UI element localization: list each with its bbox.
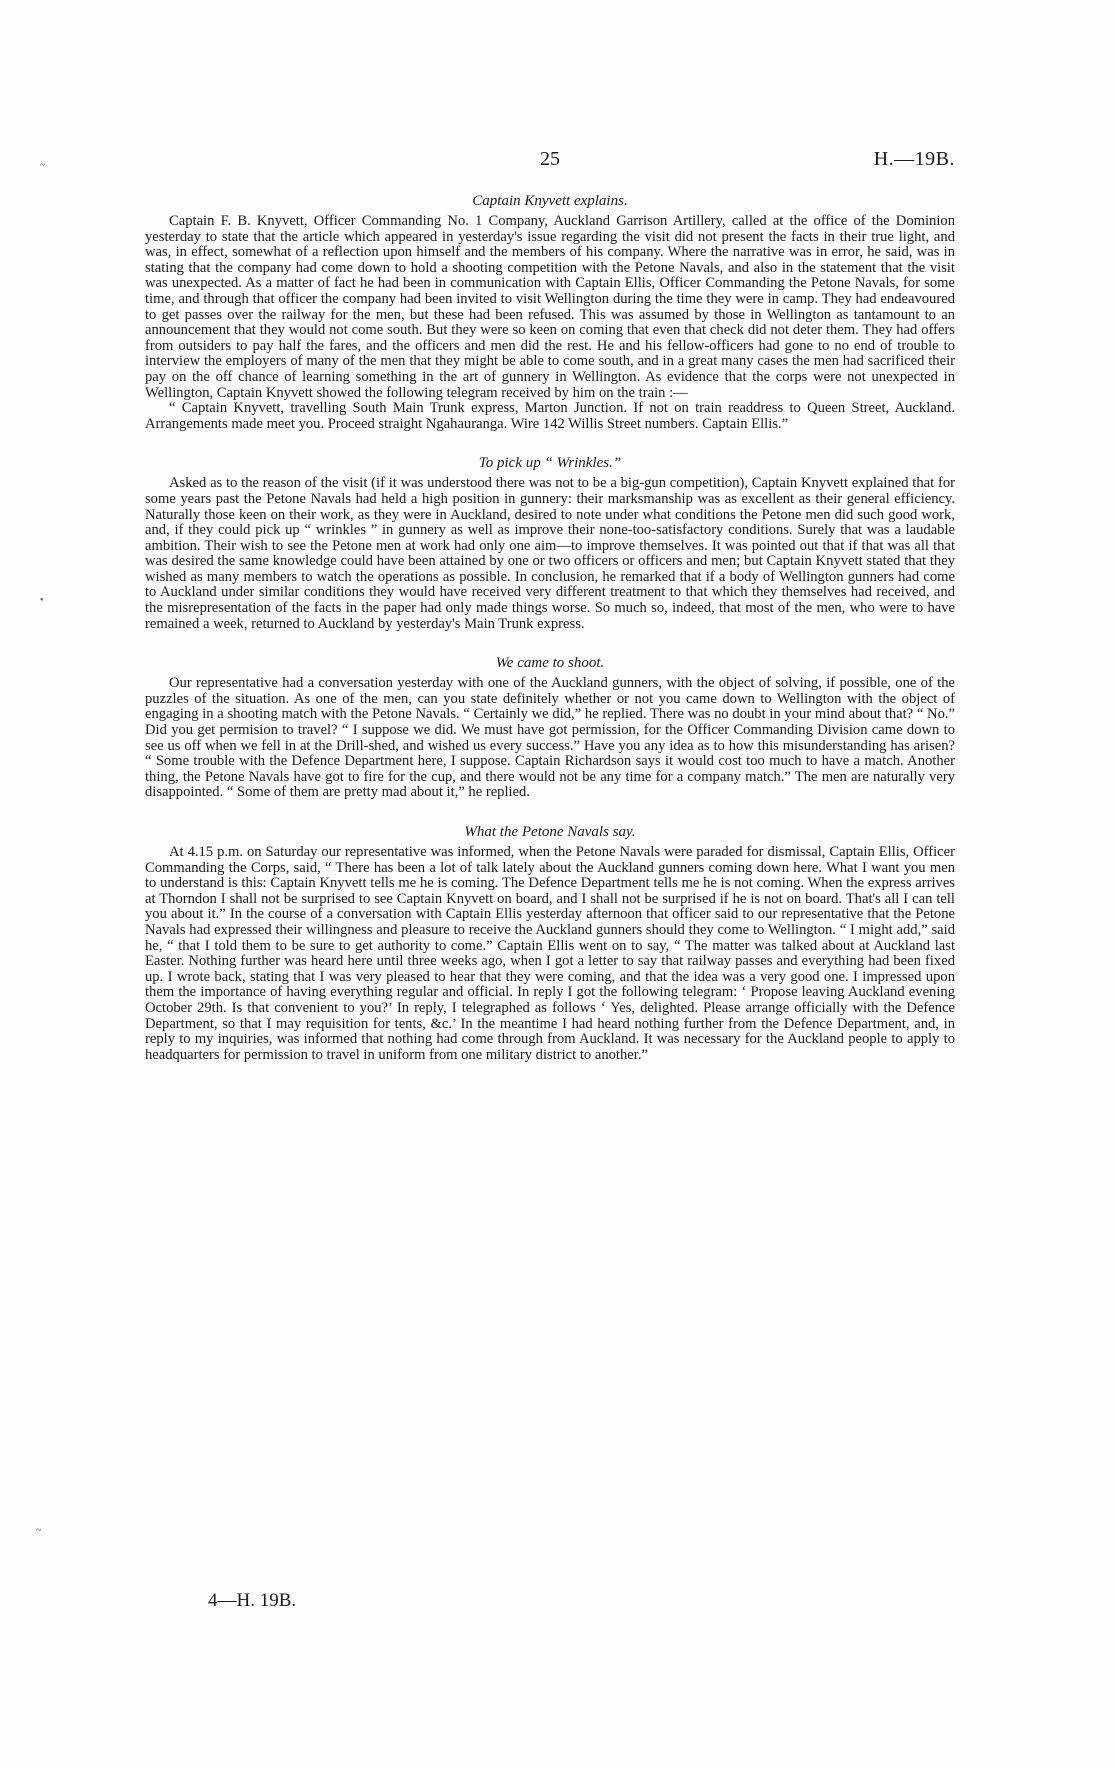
footer-signature: 4—H. 19B.	[208, 1590, 297, 1611]
section-heading: Captain Knyvett explains.	[472, 193, 628, 209]
paragraph: Captain F. B. Knyvett, Officer Commanding No. 1 Company, Auckland Garrison Artillery, called at the office of the Dominion yesterday to state that the article which appeared in yesterday's issue regarding the visit did not present the facts in their true light, and was, in effect, somewhat of a reflection upon himself and the members of his company. Where the narrative was in error, he said, was in stating that the company had come down to hold a shooting competition with the Petone Navals, and also in the statement that the visit was unexpected. As a matter of fact he had been in communication with Captain Ellis, Officer Commanding the Petone Navals, for some time, and through that officer the company had been invited to visit Wellington during the time they were in camp. They had endeavoured to get passes over the railway for the men, but these had been refused. This was assumed by those in Wellington as tantamount to an announcement that they would not come south. But they were so keen on coming that even that check did not deter them. They had offers from outsiders to pay half the fares, and the officers and men did the rest. He and his fellow-officers had gone to no end of trouble to interview the employers of many of the men that they might be able to come south, and in a great many cases the men had sacrificed their pay on the off chance of learning something in the art of gunnery in Wellington. As evidence that the corps were not unexpected in Wellington, Captain Knyvett showed the following telegram received by him on the train :—	[145, 213, 955, 401]
section-captain-knyvett-explains	[145, 192, 955, 432]
document-reference: H.—19B.	[873, 148, 955, 170]
section-to-pick-up-wrinkles	[145, 454, 955, 632]
document-body	[145, 192, 955, 1085]
scan-margin-mark: ~	[36, 1525, 42, 1536]
page-header	[145, 148, 955, 176]
section-what-the-petone-navals-say	[145, 823, 955, 1063]
section-we-came-to-shoot	[145, 654, 955, 801]
paragraph: Our representative had a conversation yesterday with one of the Auckland gunners, with the object of solving, if possible, one of the puzzles of the situation. As one of the men, can you state definitely whether or not you came down to Wellington with the object of engaging in a shooting match with the Petone Navals. “ Certainly we did,” he replied. There was no doubt in your mind about that? “ No.” Did you get permision to travel? “ I suppose we did. We must have got permission, for the Officer Commanding Division came down to see us off when we fell in at the Drill-shed, and wished us every success.” Have you any idea as to how this misunderstanding has arisen? “ Some trouble with the Defence Department here, I suppose. Captain Richardson says it would cost too much to have a match. Another thing, the Petone Navals have got to fire for the cup, and there would not be any time for a company match.” The men are naturally very disappointed. “ Some of them are pretty mad about it,” he replied.	[145, 675, 955, 801]
section-heading: What the Petone Navals say.	[464, 824, 636, 840]
paragraph: Asked as to the reason of the visit (if it was understood there was not to be a big-gun competition), Captain Knyvett explained that for some years past the Petone Navals had held a high position in gunnery: their marksmanship was as excellent as their general efficiency. Naturally those keen on their work, as they were in Auckland, desired to note under what conditions the Petone men did such good work, and, if they could pick up “ wrinkles ” in gunnery as well as improve their none-too-satisfactory conditions. Surely that was a laudable ambition. Their wish to see the Petone men at work had only one aim—to improve themselves. It was pointed out that if that was all that was desired the same knowledge could have been attained by one or two officers or officers and men; but Captain Knyvett stated that they wished as many members to watch the operations as possible. In conclusion, he remarked that if a body of Wellington gunners had come to Auckland under similar conditions they would have received very different treatment to that which they themselves had received, and the misrepresentation of the facts in the paper had only made things worse. So much so, indeed, that most of the men, who were to have remained a week, returned to Auckland by yesterday's Main Trunk express.	[145, 475, 955, 632]
scan-margin-mark: •	[40, 595, 44, 606]
section-heading: To pick up “ Wrinkles.”	[478, 455, 622, 472]
scan-margin-mark: ~	[40, 160, 46, 171]
page-number: 25	[540, 148, 560, 170]
paragraph: At 4.15 p.m. on Saturday our representative was informed, when the Petone Navals were paraded for dismissal, Captain Ellis, Officer Commanding the Corps, said, “ There has been a lot of talk lately about the Auckland gunners coming down here. What I want you men to understand is this: Captain Knyvett tells me he is coming. The Defence Department tells me he is not coming. When the express arrives at Thorndon I shall not be surprised to see Captain Knyvett on board, and I shall not be surprised if he is not on board. That's all I can tell you about it.” In the course of a conversation with Captain Ellis yesterday afternoon that officer said to our representative that the Petone Navals had expressed their willingness and pleasure to receive the Auckland gunners should they come to Wellington. “ I might add,” said he, “ that I told them to be sure to get authority to come.” Captain Ellis went on to say, “ The matter was talked about at Auckland last Easter. Nothing further was heard here until three weeks ago, when I got a letter to say that railway passes and everything had been fixed up. I wrote back, stating that I was very pleased to hear that they were coming, and that the idea was a very good one. I impressed upon them the importance of having everything regular and official. In reply I got the following telegram: ‘ Propose leaving Auckland evening October 29th. Is that convenient to you?’ In reply, I telegraphed as follows ‘ Yes, delighted. Please arrange officially with the Defence Department, so that I may requisition for tents, &c.’ In the meantime I had heard nothing further from the Defence Department, and, in reply to my inquiries, was informed that nothing had come through from Auckland. It was necessary for the Auckland people to apply to headquarters for permission to travel in uniform from one military district to another.”	[145, 844, 955, 1063]
section-heading: We came to shoot.	[495, 655, 605, 672]
telegram-paragraph: “ Captain Knyvett, travelling South Main Trunk express, Marton Junction. If not on train readdress to Queen Street, Auckland. Arrangements made meet you. Proceed straight Ngahauranga. Wire 142 Willis Street numbers. Captain Ellis.”	[145, 400, 955, 432]
